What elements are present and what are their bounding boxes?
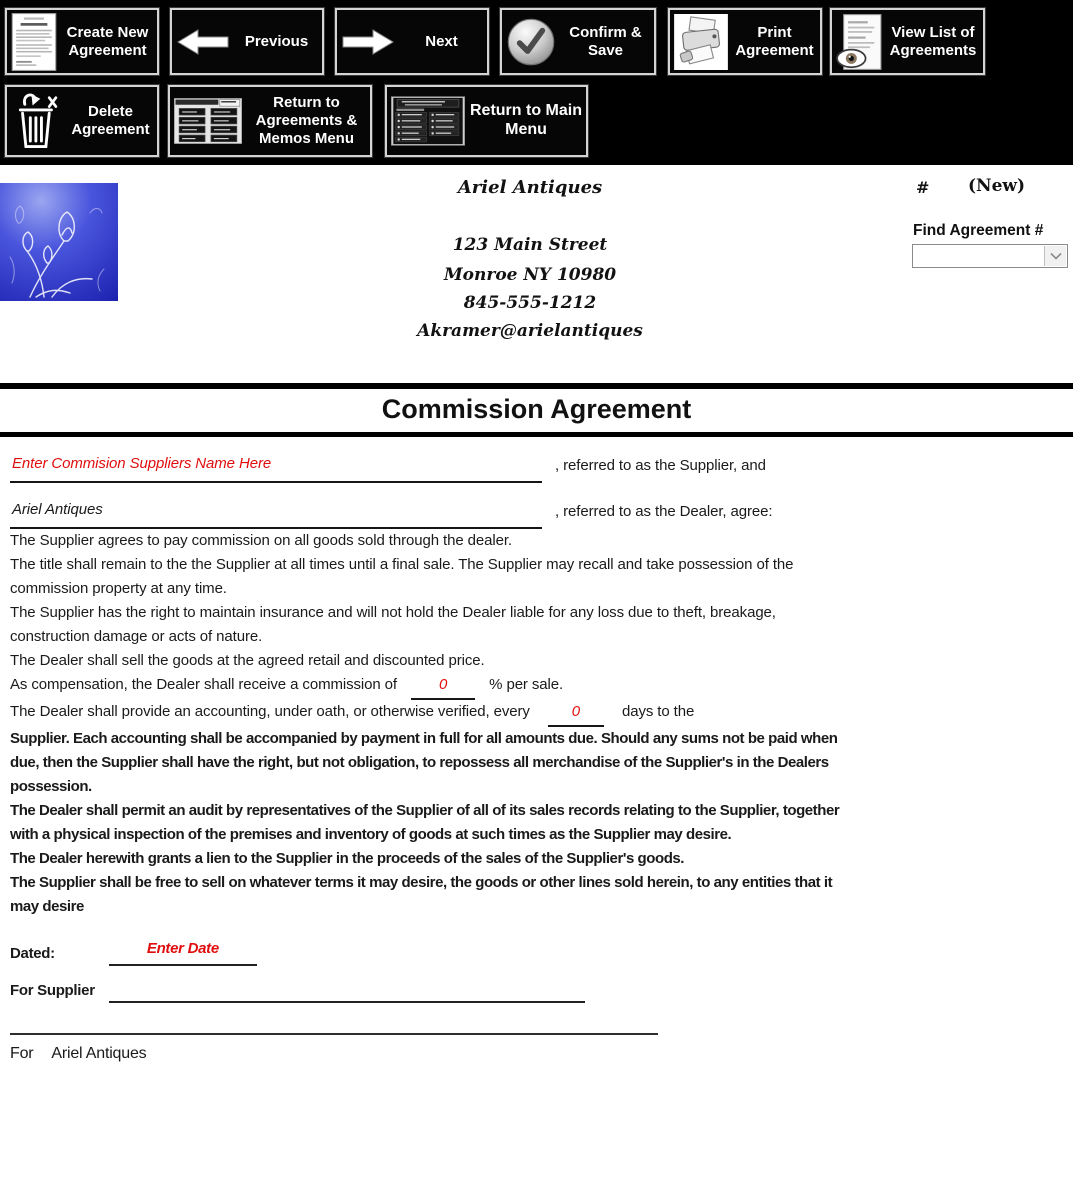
commission-rate-field[interactable]: 0	[411, 673, 475, 700]
clause-lien-free-to-sell: The Dealer herewith grants a lien to the Supplier in the proceeds of the sales of the Supplier's goods. The Supplier shall be free to sell on whatever terms it may desire, the goods or other lines sold herein, to any entities that it may desire	[10, 850, 833, 915]
clause-commission-rate	[10, 673, 1063, 700]
view-list-of-agreements-button[interactable]	[830, 8, 985, 75]
find-agreement-label: Find Agreement #	[913, 222, 1044, 239]
company-logo-flowers-image	[0, 183, 118, 301]
supplier-name-row	[10, 452, 1063, 483]
return-to-main-menu-button[interactable]	[385, 85, 588, 157]
clause-audit: The Dealer shall permit an audit by representatives of the Supplier of all of its sales records relating to the Supplier, together with a physical inspection of the premises and inventory of goods at such times as the Supplier may desire.	[10, 802, 840, 843]
for-label: For	[10, 1045, 34, 1062]
commission-rate-before-text: As compensation, the Dealer shall receive a commission of	[10, 676, 397, 693]
new-document-icon	[11, 13, 57, 71]
previous-label: Previous	[244, 32, 309, 50]
dealer-name-field[interactable]: Ariel Antiques	[10, 498, 542, 529]
document-eye-icon	[836, 13, 882, 71]
dealer-signature-line[interactable]	[10, 1031, 658, 1035]
accounting-days-field[interactable]: 0	[548, 700, 604, 727]
title-rule-bottom	[0, 432, 1073, 437]
supplier-suffix-text: , referred to as the Supplier, and	[555, 457, 766, 474]
commission-rate-after-text: % per sale.	[489, 676, 564, 693]
form-header	[0, 165, 1073, 383]
return-to-main-menu-label: Return to Main Menu	[470, 102, 582, 138]
record-number-label: #	[916, 178, 930, 197]
clause-payment-repossess: Supplier. Each accounting shall be accompanied by payment in full for all amounts due. Should any sums not be paid when due, then the Supplier shall have the right, but not obligation, to repossess all merchandise of the Supplier's in the Dealers possession.	[10, 730, 838, 795]
record-number-value: (New)	[968, 176, 1026, 196]
main-menu-thumbnail-icon	[391, 89, 465, 153]
create-new-agreement-label: Create New Agreement	[66, 23, 149, 59]
supplier-signature-field[interactable]	[109, 981, 585, 1003]
clause-insurance: The Supplier has the right to maintain insurance and will not hold the Dealer liable for any loss due to theft, breakage, construction damage or acts of nature.	[10, 604, 776, 645]
dealer-suffix-text: , referred to as the Dealer, agree:	[555, 503, 773, 520]
page-title: Commission Agreement	[381, 394, 692, 424]
combobox-dropdown-button[interactable]	[1044, 246, 1066, 266]
return-to-agreements-memos-menu-button[interactable]	[168, 85, 372, 157]
supplier-name-field[interactable]: Enter Commision Suppliers Name Here	[10, 452, 542, 483]
clause-sell-at-price: The Dealer shall sell the goods at the agreed retail and discounted price.	[10, 652, 485, 669]
print-agreement-label: Print Agreement	[735, 23, 814, 59]
accounting-days-before-text: The Dealer shall provide an accounting, under oath, or otherwise verified, every	[10, 703, 530, 720]
date-field[interactable]: Enter Date	[109, 937, 257, 966]
agreement-document	[0, 452, 1073, 1066]
for-dealer-row	[10, 1042, 1063, 1066]
for-supplier-label: For Supplier	[10, 982, 95, 999]
accounting-days-after-text: days to the	[621, 703, 695, 720]
view-list-of-agreements-label: View List of Agreements	[889, 23, 977, 59]
chevron-down-icon	[1050, 252, 1062, 260]
check-sphere-icon	[506, 16, 556, 68]
company-phone: 845-555-1212	[463, 293, 597, 313]
find-agreement-combobox[interactable]	[912, 244, 1068, 268]
for-supplier-row	[10, 979, 1063, 1003]
next-label: Next	[425, 32, 458, 50]
company-address-line2: Monroe NY 10980	[443, 265, 617, 285]
print-agreement-button[interactable]	[668, 8, 822, 75]
dealer-name-row	[10, 498, 1063, 529]
confirm-save-label: Confirm & Save	[569, 23, 642, 59]
confirm-save-button[interactable]	[500, 8, 656, 75]
dated-label: Dated:	[10, 945, 55, 962]
next-button[interactable]	[335, 8, 489, 75]
clause-pay-commission: The Supplier agrees to pay commission on all goods sold through the dealer.	[10, 532, 512, 549]
toolbar	[0, 0, 1073, 165]
clause-accounting-days	[10, 700, 1063, 727]
previous-button[interactable]	[170, 8, 324, 75]
arrow-left-icon	[176, 27, 230, 57]
printer-icon	[674, 14, 728, 70]
company-address-line1: 123 Main Street	[452, 235, 608, 255]
clause-title-remains: The title shall remain to the the Supplier at all times until a final sale. The Supplier may recall and take possession of the commission property at any time.	[10, 556, 794, 597]
delete-agreement-label: Delete Agreement	[71, 103, 150, 138]
for-dealer-value: Ariel Antiques	[51, 1045, 147, 1062]
trash-icon	[11, 91, 63, 151]
dated-row	[10, 937, 1063, 966]
return-to-agreements-memos-menu-label: Return to Agreements & Memos Menu	[255, 94, 358, 147]
create-new-agreement-button[interactable]	[5, 8, 159, 75]
arrow-right-icon	[341, 27, 395, 57]
company-email: Akramer@arielantiques	[417, 321, 643, 341]
company-name: Ariel Antiques	[457, 177, 603, 198]
delete-agreement-button[interactable]	[5, 85, 159, 157]
agreements-menu-thumbnail-icon	[174, 90, 242, 152]
